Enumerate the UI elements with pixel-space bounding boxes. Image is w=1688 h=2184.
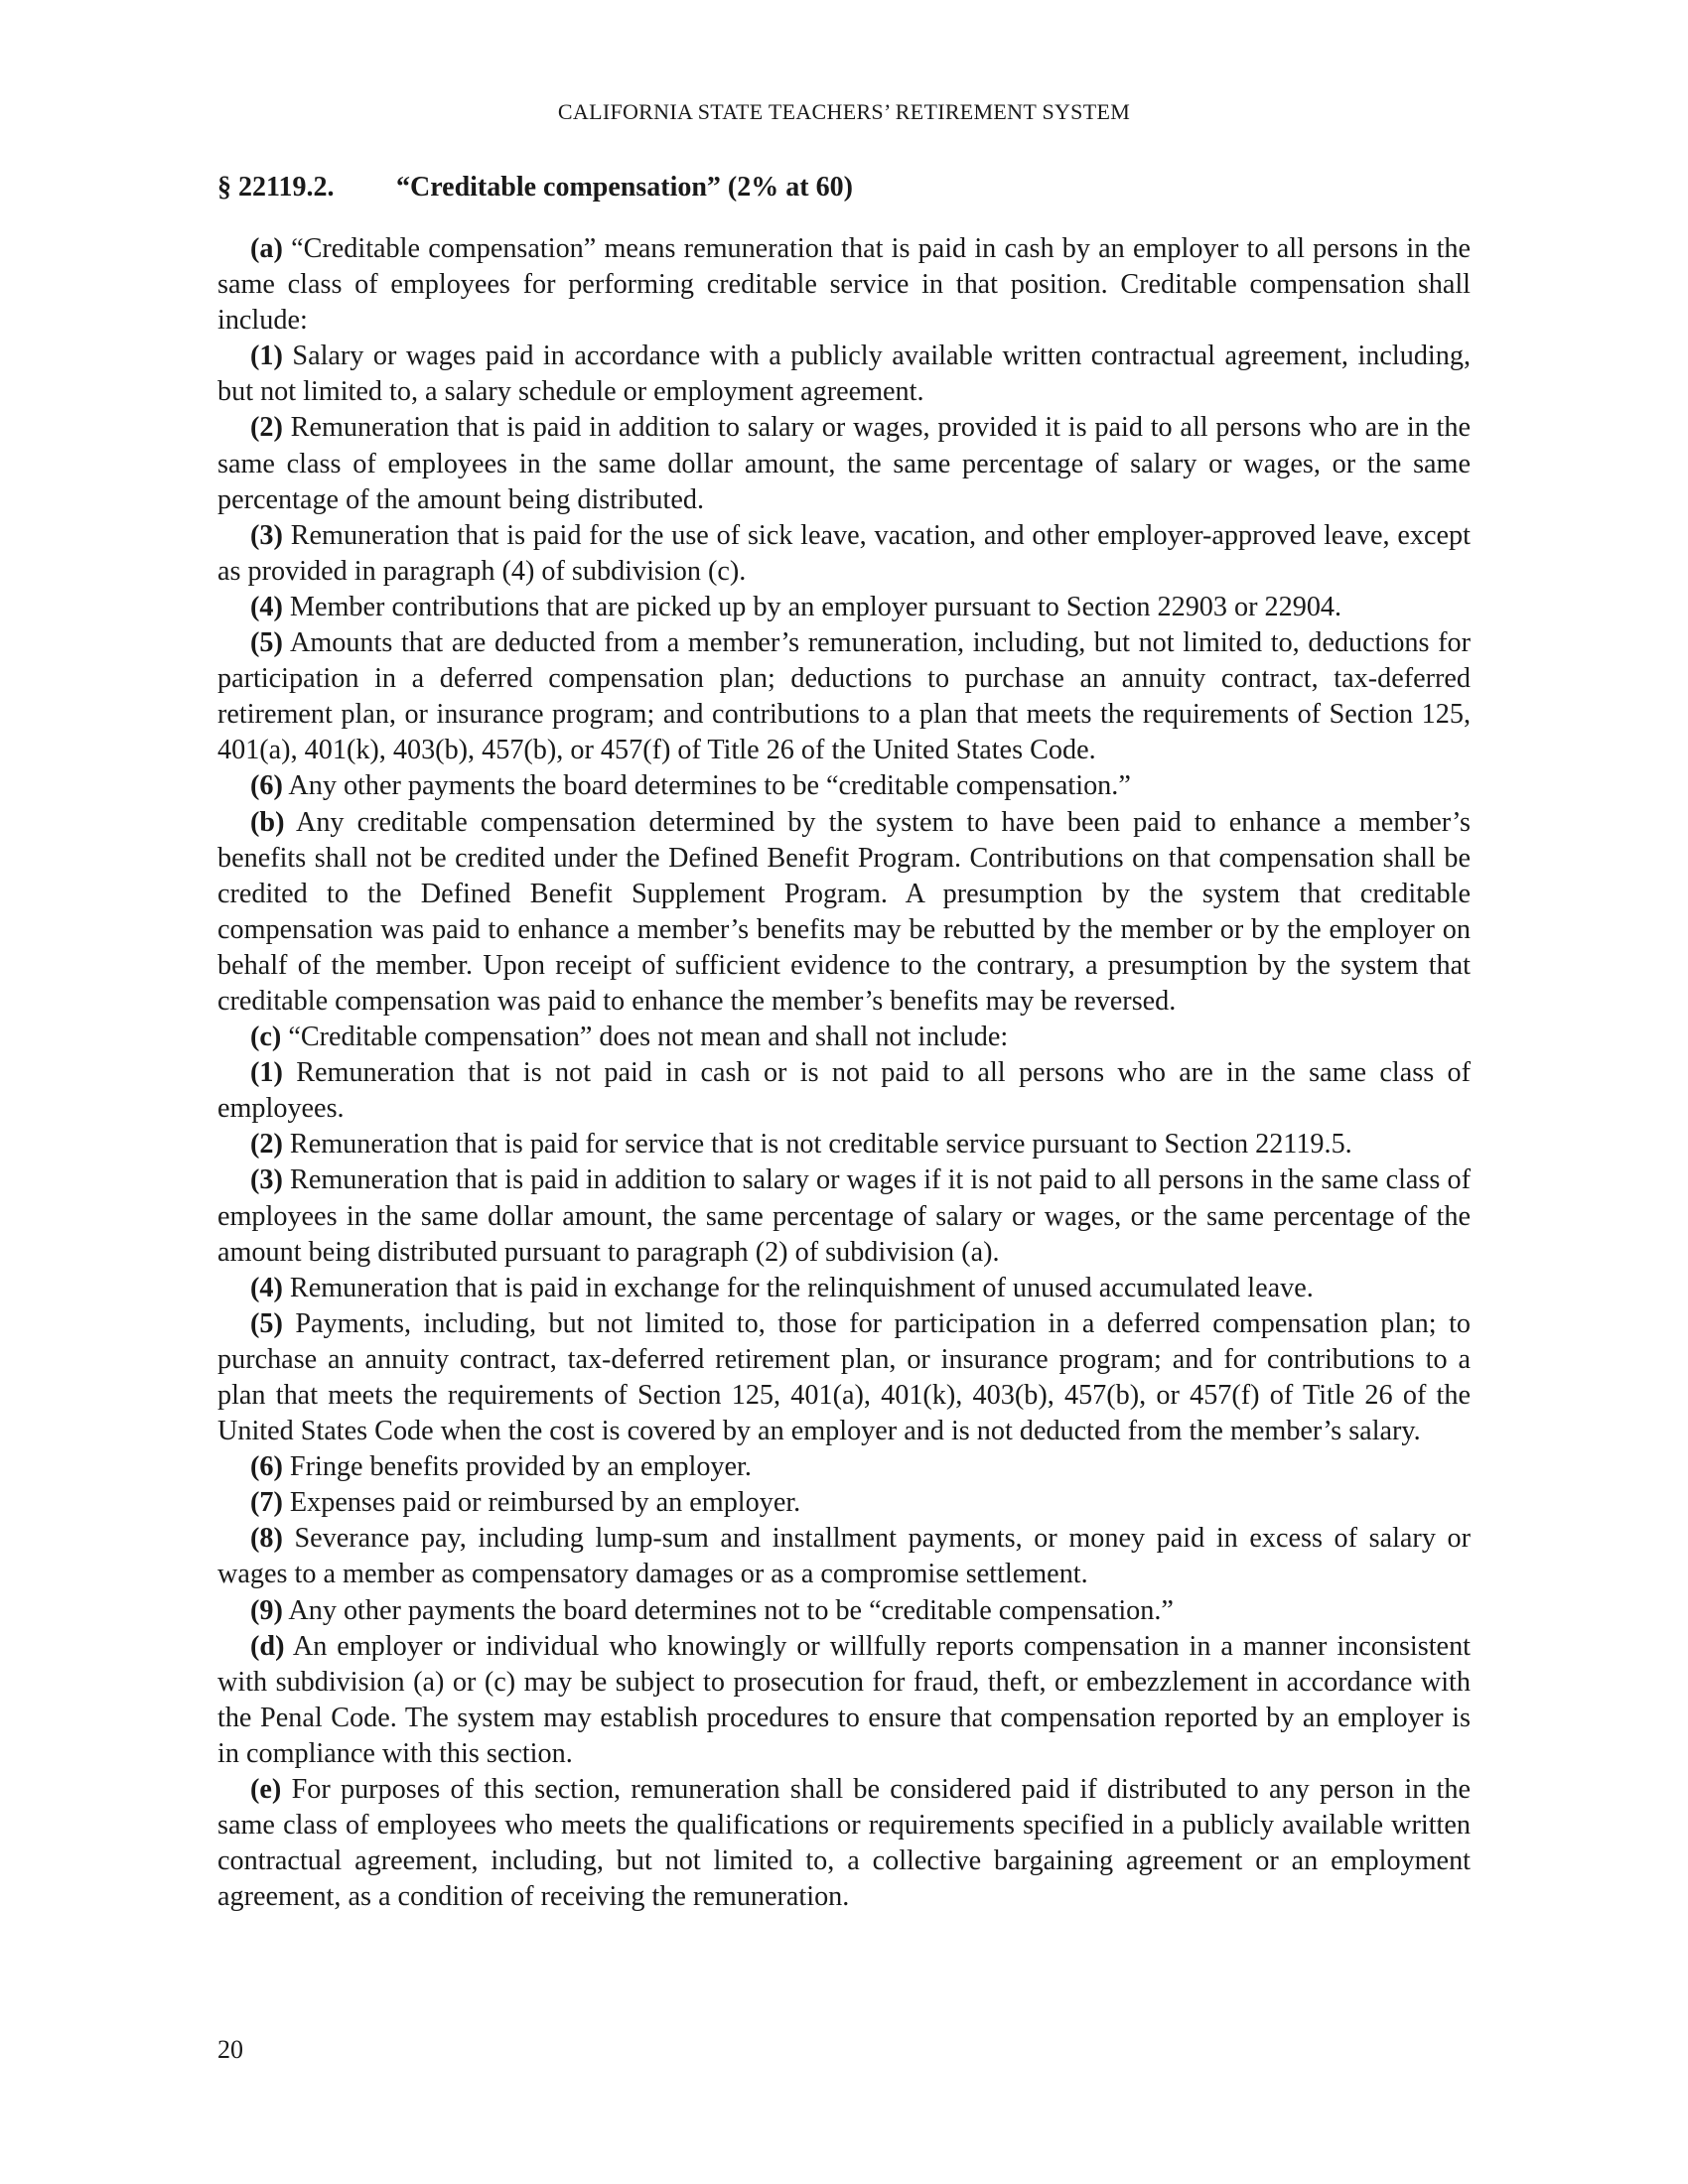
paragraph-marker: (4) bbox=[250, 1272, 283, 1303]
paragraph-text: Expenses paid or reimbursed by an employer. bbox=[282, 1487, 801, 1519]
paragraph-text: Severance pay, including lump-sum and installment payments, or money paid in excess of salary or wages to a member as compensatory damages or as a compromise settlement. bbox=[217, 1523, 1471, 1590]
paragraph-c-2 bbox=[217, 1127, 1471, 1162]
paragraph-c-3 bbox=[217, 1162, 1471, 1270]
paragraph-text: Any other payments the board determines to be “creditable compensation.” bbox=[282, 770, 1131, 802]
paragraph-marker: (5) bbox=[250, 1307, 283, 1339]
paragraph-a bbox=[217, 231, 1471, 339]
paragraph-marker: (8) bbox=[250, 1523, 283, 1555]
paragraph-text: Salary or wages paid in accordance with a publicly available written contractual agreement, including, but not limited to, a salary schedule or employment agreement. bbox=[217, 341, 1471, 408]
paragraph-a-4 bbox=[217, 590, 1471, 625]
paragraph-c-7 bbox=[217, 1485, 1471, 1521]
paragraph-text: An employer or individual who knowingly or willfully reports compensation in a manner inconsistent with subdivision (a) or (c) may be subject to prosecution for fraud, theft, or embezzlement in accordance with the Penal Code. The system may establish procedures to ensure that compensation reported by an employer is in compliance with this section. bbox=[217, 1630, 1471, 1769]
section-body bbox=[217, 231, 1471, 1915]
paragraph-text: Remuneration that is paid for the use of sick leave, vacation, and other employer-approved leave, except as provided in paragraph (4) of subdivision (c). bbox=[217, 519, 1471, 587]
paragraph-text: For purposes of this section, remuneration shall be considered paid if distributed to any person in the same class of employees who meets the qualifications or requirements specified in a publicly available written contractual agreement, including, but not limited to, a collective bargaining agreement or an employment agreement, as a condition of receiving the remuneration. bbox=[217, 1774, 1471, 1913]
paragraph-text: Remuneration that is paid in addition to salary or wages, provided it is paid to all persons who are in the same class of employees in the same dollar amount, the same percentage of salary or wages, or the same percentage of the amount being distributed. bbox=[217, 412, 1471, 515]
paragraph-b bbox=[217, 805, 1471, 1021]
section-heading bbox=[217, 172, 853, 204]
paragraph-marker: (9) bbox=[250, 1594, 283, 1626]
paragraph-text: Member contributions that are picked up by an employer pursuant to Section 22903 or 22904. bbox=[282, 591, 1342, 622]
paragraph-marker: (1) bbox=[250, 341, 283, 372]
paragraph-text: Remuneration that is paid in exchange for the relinquishment of unused accumulated leave. bbox=[282, 1272, 1314, 1303]
paragraph-text: Payments, including, but not limited to, those for participation in a deferred compensation plan; to purchase an annuity contract, tax-deferred retirement plan, or insurance program; and for contributions to a plan that meets the requirements of Section 125, 401(a), 401(k), 403(b), 457(b), or 457(f) of Title 26 of the United States Code when the cost is covered by an employer and is not deducted from the member’s salary. bbox=[217, 1307, 1471, 1447]
paragraph-marker: (3) bbox=[250, 1164, 283, 1196]
paragraph-marker: (6) bbox=[250, 1451, 283, 1483]
paragraph-marker: (1) bbox=[250, 1057, 283, 1089]
paragraph-text: Remuneration that is not paid in cash or is not paid to all persons who are in the same class of employees. bbox=[217, 1057, 1471, 1125]
paragraph-marker: (2) bbox=[250, 412, 283, 444]
paragraph-text: “Creditable compensation” means remuneration that is paid in cash by an employer to all persons in the same class of employees for performing creditable service in that position. Creditable compensation shall include: bbox=[217, 233, 1471, 337]
paragraph-c-1 bbox=[217, 1055, 1471, 1127]
paragraph-marker: (6) bbox=[250, 770, 283, 802]
paragraph-c-5 bbox=[217, 1306, 1471, 1449]
paragraph-a-2 bbox=[217, 410, 1471, 517]
paragraph-marker: (b) bbox=[250, 806, 285, 838]
paragraph-c bbox=[217, 1020, 1471, 1055]
paragraph-text: Remuneration that is paid for service that is not creditable service pursuant to Section 22119.5. bbox=[282, 1129, 1352, 1160]
paragraph-marker: (4) bbox=[250, 591, 283, 622]
section-title: “Creditable compensation” (2% at 60) bbox=[396, 172, 853, 203]
paragraph-marker: (5) bbox=[250, 627, 283, 659]
paragraph-text: Fringe benefits provided by an employer. bbox=[282, 1451, 752, 1483]
paragraph-marker: (e) bbox=[250, 1774, 282, 1806]
paragraph-marker: (a) bbox=[250, 233, 283, 264]
paragraph-c-6 bbox=[217, 1449, 1471, 1485]
section-number: § 22119.2. bbox=[217, 172, 335, 203]
paragraph-marker: (3) bbox=[250, 519, 283, 551]
paragraph-marker: (2) bbox=[250, 1129, 283, 1160]
paragraph-e bbox=[217, 1772, 1471, 1915]
page-number: 20 bbox=[217, 2035, 243, 2064]
paragraph-marker: (7) bbox=[250, 1487, 283, 1519]
paragraph-text: Amounts that are deducted from a member’s remuneration, including, but not limited to, deductions for participation in a deferred compensation plan; deductions to purchase an annuity contract, tax-deferred retirement plan, or insurance program; and contributions to a plan that meets the requirements of Section 125, 401(a), 401(k), 403(b), 457(b), or 457(f) of Title 26 of the United States Code. bbox=[217, 627, 1471, 766]
running-header: CALIFORNIA STATE TEACHERS’ RETIREMENT SYSTEM bbox=[557, 99, 1131, 124]
paragraph-d bbox=[217, 1629, 1471, 1772]
paragraph-text: Any other payments the board determines not to be “creditable compensation.” bbox=[282, 1594, 1174, 1626]
paragraph-marker: (c) bbox=[250, 1022, 282, 1053]
paragraph-text: Remuneration that is paid in addition to salary or wages if it is not paid to all persons in the same class of employees in the same dollar amount, the same percentage of salary or wages, or the same percentage of the amount being distributed pursuant to paragraph (2) of subdivision (a). bbox=[217, 1164, 1471, 1268]
paragraph-a-5 bbox=[217, 625, 1471, 768]
paragraph-a-3 bbox=[217, 518, 1471, 590]
paragraph-marker: (d) bbox=[250, 1630, 285, 1662]
paragraph-a-6 bbox=[217, 768, 1471, 804]
paragraph-c-9 bbox=[217, 1593, 1471, 1629]
paragraph-a-1 bbox=[217, 339, 1471, 410]
paragraph-c-4 bbox=[217, 1271, 1471, 1306]
paragraph-text: “Creditable compensation” does not mean and shall not include: bbox=[281, 1022, 1009, 1053]
paragraph-c-8 bbox=[217, 1521, 1471, 1592]
paragraph-text: Any creditable compensation determined by the system to have been paid to enhance a member’s benefits shall not be credited under the Defined Benefit Program. Contributions on that compensation shall be credited to the Defined Benefit Supplement Program. A presumption by the system that creditable compensation was paid to enhance a member’s benefits may be rebutted by the member or by the employer on behalf of the member. Upon receipt of sufficient evidence to the contrary, a presumption by the system that creditable compensation was paid to enhance the member’s benefits may be reversed. bbox=[217, 806, 1471, 1017]
